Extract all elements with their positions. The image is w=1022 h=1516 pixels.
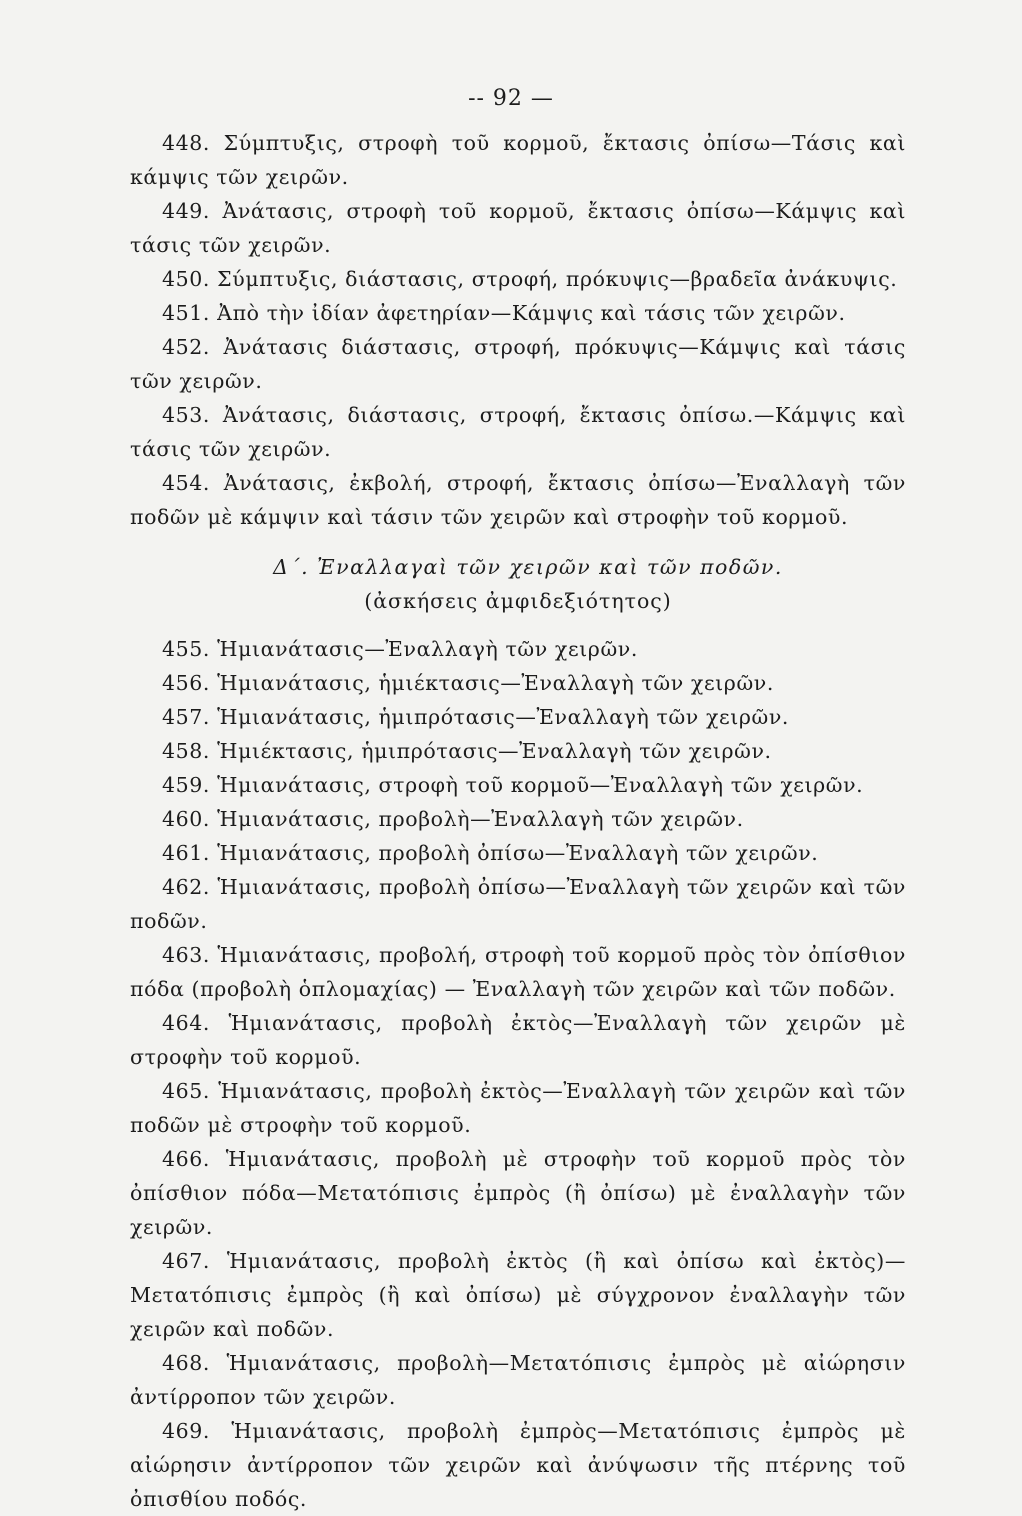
exercise-text: Ἀνάτασις διάστασις, στροφή, πρόκυψις—Κάμψις καὶ τάσις τῶν χειρῶν. xyxy=(130,335,906,393)
exercise-text: Ἡμιανάτασις, προβολὴ—Ἐναλλαγὴ τῶν χειρῶν. xyxy=(217,807,744,831)
exercise-entry xyxy=(130,1346,906,1414)
exercise-entry xyxy=(130,870,906,938)
exercise-entry xyxy=(130,700,906,734)
exercise-number: 452. xyxy=(162,335,211,359)
exercise-entry xyxy=(130,666,906,700)
exercise-entry xyxy=(130,768,906,802)
exercise-entry xyxy=(130,194,906,262)
exercise-number: 462. xyxy=(162,875,211,899)
exercise-entry xyxy=(130,126,906,194)
exercise-number: 463. xyxy=(162,943,211,967)
exercise-number: 460. xyxy=(162,807,211,831)
exercise-text: Ἡμιανάτασις—Ἐναλλαγὴ τῶν χειρῶν. xyxy=(217,637,638,661)
exercise-entry xyxy=(130,632,906,666)
exercise-number: 449. xyxy=(162,199,211,223)
exercise-entry xyxy=(130,836,906,870)
exercise-number: 461. xyxy=(162,841,211,865)
exercise-text: Ἀπὸ τὴν ἰδίαν ἀφετηρίαν—Κάμψις καὶ τάσις τῶν χειρῶν. xyxy=(217,301,846,325)
exercise-number: 468. xyxy=(162,1351,211,1375)
exercise-text: Ἡμιανάτασις, προβολὴ ἐμπρὸς—Μετατόπισις ἐμπρὸς μὲ αἰώρησιν ἀντίρροπον τῶν χειρῶν καὶ ἀνύψωσιν τῆς πτέρνης τοῦ ὀπισθίου ποδός. xyxy=(130,1419,906,1511)
exercise-number: 453. xyxy=(162,403,211,427)
exercise-entry xyxy=(130,938,906,1006)
exercise-entry xyxy=(130,330,906,398)
page-number: -- 92 — xyxy=(468,86,554,111)
exercise-entry xyxy=(130,262,906,296)
exercise-text: Σύμπτυξις, διάστασις, στροφή, πρόκυψις—βραδεῖα ἀνάκυψις. xyxy=(217,267,898,291)
exercise-entry xyxy=(130,1142,906,1244)
exercise-text: Ἡμιανάτασις, ἡμιέκτασις—Ἐναλλαγὴ τῶν χειρῶν. xyxy=(217,671,774,695)
exercise-number: 457. xyxy=(162,705,211,729)
exercise-text: Ἡμιανάτασις, στροφὴ τοῦ κορμοῦ—Ἐναλλαγὴ τῶν χειρῶν. xyxy=(217,773,864,797)
exercise-entry xyxy=(130,1414,906,1516)
section-subheading: (ἀσκήσεις ἀμφιδεξιότητος) xyxy=(364,589,672,613)
exercise-list-a xyxy=(130,126,906,534)
exercise-text: Ἡμιέκτασις, ἡμιπρότασις—Ἐναλλαγὴ τῶν χειρῶν. xyxy=(217,739,772,763)
exercise-entry xyxy=(130,1074,906,1142)
exercise-text: Ἡμιανάτασις, προβολὴ—Μετατόπισις ἐμπρὸς μὲ αἰώρησιν ἀντίρροπον τῶν χειρῶν. xyxy=(130,1351,906,1409)
exercise-text: Ἡμιανάτασις, ἡμιπρότασις—Ἐναλλαγὴ τῶν χειρῶν. xyxy=(217,705,789,729)
exercise-text: Ἡμιανάτασις, προβολὴ ὀπίσω—Ἐναλλαγὴ τῶν χειρῶν καὶ τῶν ποδῶν. xyxy=(130,875,906,933)
exercise-list-b xyxy=(130,632,906,1516)
exercise-text: Ἀνάτασις, στροφὴ τοῦ κορμοῦ, ἔκτασις ὀπίσω—Κάμψις καὶ τάσις τῶν χειρῶν. xyxy=(130,199,906,257)
exercise-text: Ἀνάτασις, διάστασις, στροφή, ἔκτασις ὀπίσω.—Κάμψις καὶ τάσις τῶν χειρῶν. xyxy=(130,403,906,461)
exercise-entry xyxy=(130,466,906,534)
exercise-text: Ἀνάτασις, ἐκβολή, στροφή, ἔκτασις ὀπίσω—Ἐναλλαγὴ τῶν ποδῶν μὲ κάμψιν καὶ τάσιν τῶν χειρῶν καὶ στροφὴν τοῦ κορμοῦ. xyxy=(130,471,906,529)
section-heading: Δ΄. Ἐναλλαγαὶ τῶν χειρῶν καὶ τῶν ποδῶν. xyxy=(273,555,783,579)
exercise-number: 459. xyxy=(162,773,211,797)
exercise-text: Ἡμιανάτασις, προβολὴ ἐκτὸς—Ἐναλλαγὴ τῶν χειρῶν καὶ τῶν ποδῶν μὲ στροφὴν τοῦ κορμοῦ. xyxy=(130,1079,906,1137)
exercise-number: 458. xyxy=(162,739,211,763)
exercise-entry xyxy=(130,1006,906,1074)
exercise-entry xyxy=(130,398,906,466)
exercise-number: 448. xyxy=(162,131,211,155)
exercise-text: Ἡμιανάτασις, προβολὴ ἐκτὸς—Ἐναλλαγὴ τῶν χειρῶν μὲ στροφὴν τοῦ κορμοῦ. xyxy=(130,1011,907,1069)
exercise-entry xyxy=(130,802,906,836)
page-text xyxy=(130,126,906,1516)
exercise-number: 456. xyxy=(162,671,211,695)
exercise-text: Ἡμιανάτασις, προβολὴ ὀπίσω—Ἐναλλαγὴ τῶν χειρῶν. xyxy=(217,841,819,865)
exercise-text: Ἡμιανάτασις, προβολὴ μὲ στροφὴν τοῦ κορμοῦ πρὸς τὸν ὀπίσθιον πόδα—Μετατόπισις ἐμπρὸς (ἢ ὀπίσω) μὲ ἐναλλαγὴν τῶν χειρῶν. xyxy=(130,1147,906,1239)
exercise-number: 455. xyxy=(162,637,211,661)
exercise-entry xyxy=(130,1244,906,1346)
exercise-text: Ἡμιανάτασις, προβολὴ ἐκτὸς (ἢ καὶ ὀπίσω καὶ ἐκτὸς)—Μετατόπισις ἐμπρὸς (ἢ καὶ ὀπίσω) μὲ σύγχρονον ἐναλλαγὴν τῶν χειρῶν καὶ ποδῶν. xyxy=(130,1249,906,1341)
exercise-text: Ἡμιανάτασις, προβολή, στροφὴ τοῦ κορμοῦ πρὸς τὸν ὀπίσθιον πόδα (προβολὴ ὁπλομαχίας) — Ἐναλλαγὴ τῶν χειρῶν καὶ τῶν ποδῶν. xyxy=(130,943,906,1001)
exercise-number: 469. xyxy=(162,1419,211,1443)
exercise-number: 466. xyxy=(162,1147,211,1171)
exercise-text: Σύμπτυξις, στροφὴ τοῦ κορμοῦ, ἔκτασις ὀπίσω—Τάσις καὶ κάμψις τῶν χειρῶν. xyxy=(130,131,906,189)
exercise-entry xyxy=(130,734,906,768)
exercise-number: 465. xyxy=(162,1079,211,1103)
exercise-number: 450. xyxy=(162,267,211,291)
exercise-entry xyxy=(130,296,906,330)
exercise-number: 467. xyxy=(162,1249,211,1273)
exercise-number: 451. xyxy=(162,301,211,325)
exercise-number: 464. xyxy=(162,1011,211,1035)
exercise-number: 454. xyxy=(162,471,211,495)
